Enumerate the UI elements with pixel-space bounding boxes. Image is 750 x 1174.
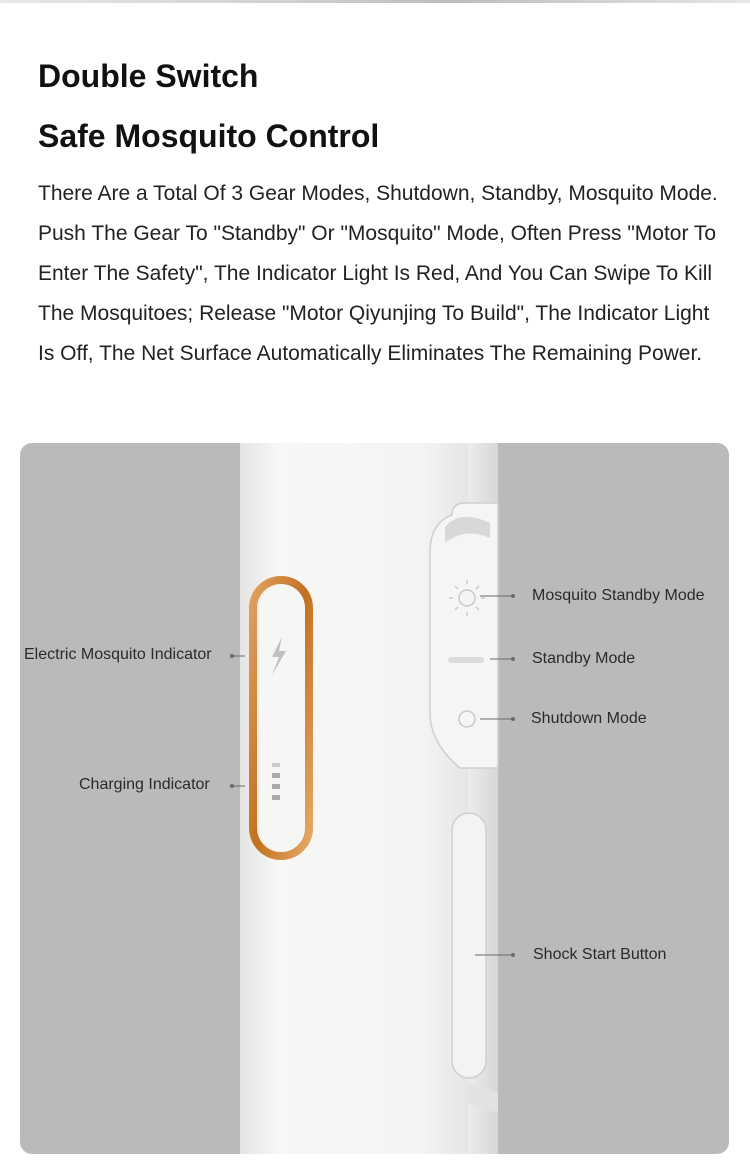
charging-indicator-label: Charging Indicator bbox=[79, 776, 210, 793]
shock-start-button-label: Shock Start Button bbox=[533, 946, 667, 963]
standby-line-icon bbox=[448, 657, 484, 663]
standby-mode-label: Standby Mode bbox=[532, 650, 636, 667]
shutdown-mode-label: Shutdown Mode bbox=[531, 710, 647, 727]
shock-start-button bbox=[452, 813, 486, 1078]
title-line-2: Safe Mosquito Control bbox=[38, 118, 380, 154]
top-divider bbox=[0, 0, 750, 3]
slider-housing bbox=[430, 503, 498, 768]
electric-mosquito-indicator-label: Electric Mosquito Indicator bbox=[24, 646, 212, 663]
product-illustration bbox=[20, 443, 729, 1154]
description-text: There Are a Total Of 3 Gear Modes, Shutdown, Standby, Mosquito Mode. Push The Gear To "Standby" Or "Mosquito" Mode, Often Press "Motor To Enter The Safety", The Indicator Light Is Red, And You Can Swipe To Kill The Mosquitoes; Release "Motor Qiyunjing To Build", The Indicator Light Is Off, The Net Surface Automatically Eliminates The Remaining Power. bbox=[38, 182, 718, 365]
mosquito-standby-mode-label: Mosquito Standby Mode bbox=[532, 587, 705, 604]
product-photo bbox=[20, 443, 729, 1154]
title-line-1: Double Switch bbox=[38, 58, 259, 94]
